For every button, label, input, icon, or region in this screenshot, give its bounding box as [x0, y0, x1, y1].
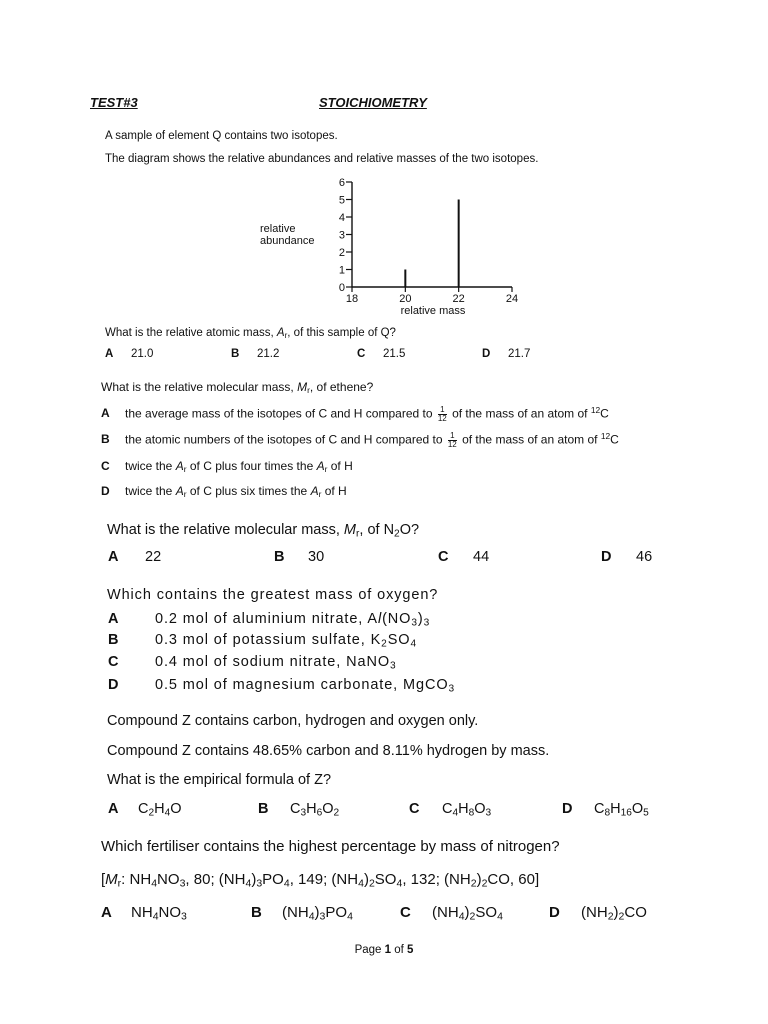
- q3-option-c-text: 44: [473, 549, 490, 565]
- q5-option-a-formula: $C_2H_4O$: [138, 801, 182, 819]
- y-tick-label: 1: [338, 264, 345, 277]
- q6-question: Which fertiliser contains the highest percentage by mass of nitrogen?: [101, 838, 560, 855]
- q1-option-d-text: 21.7: [508, 348, 531, 360]
- x-tick-label: 22: [452, 293, 465, 305]
- q4-option-b-letter: B: [108, 632, 119, 648]
- y-axis-label-line1: relative: [260, 223, 296, 235]
- q3-option-b-letter: B: [274, 549, 285, 565]
- q3-option-d-letter: D: [601, 549, 612, 565]
- q5-line1: Compound Z contains carbon, hydrogen and oxygen only.: [107, 713, 479, 729]
- q1-option-c-letter: C: [357, 348, 366, 360]
- q2-option-a-text: the average mass of the isotopes of C and H compared to $\frac{1}{12}$ of the mass of an atom of $^{12}$C: [125, 405, 609, 423]
- q2-question: What is the relative molecular mass, $M_r$, of ethene?: [101, 380, 374, 396]
- q1-option-b-text: 21.2: [257, 348, 280, 360]
- isotope-abundance-chart: [0, 0, 768, 330]
- q1-intro-line2: The diagram shows the relative abundances and relative masses of the two isotopes.: [105, 153, 539, 165]
- q5-option-d-letter: D: [562, 801, 573, 817]
- y-axis-label-line2: abundance: [260, 235, 315, 247]
- q6-option-c-letter: C: [400, 904, 411, 921]
- y-tick-label: 4: [338, 212, 345, 224]
- one-twelfth-fraction: $\frac{1}{12}$: [437, 405, 447, 423]
- test-number: TEST#3: [90, 95, 138, 110]
- q4-option-c-letter: C: [108, 654, 119, 670]
- q6-option-a-letter: A: [101, 904, 112, 921]
- q5-option-c-letter: C: [409, 801, 420, 817]
- q1-intro-line1: A sample of element Q contains two isotopes.: [105, 130, 338, 142]
- q2-option-a-letter: A: [101, 406, 110, 420]
- q4-option-d-text: 0.5 mol of magnesium carbonate, MgCO$_3$: [155, 677, 456, 695]
- q6-option-d-letter: D: [549, 904, 560, 921]
- y-tick-label: 6: [338, 177, 345, 189]
- q1-option-a-letter: A: [105, 348, 114, 360]
- topic-title: STOICHIOMETRY: [319, 95, 427, 110]
- q2-option-b-text: the atomic numbers of the isotopes of C and H compared to $\frac{1}{12}$ of the mass of an atom of $^{12}$C: [125, 431, 619, 449]
- q6-option-a-formula: $NH_4NO_3$: [131, 904, 187, 923]
- q5-option-a-letter: A: [108, 801, 119, 817]
- q1-option-c-text: 21.5: [383, 348, 406, 360]
- q1-option-b-letter: B: [231, 348, 240, 360]
- q4-option-d-letter: D: [108, 677, 119, 693]
- q5-option-b-letter: B: [258, 801, 269, 817]
- page-footer: Page 1 of 5: [354, 944, 414, 956]
- y-tick-label: 0: [338, 282, 345, 294]
- x-tick-label: 20: [399, 293, 412, 305]
- q3-option-d-text: 46: [636, 549, 653, 565]
- x-tick-label: 24: [505, 293, 519, 305]
- q2-option-c-letter: C: [101, 459, 110, 473]
- q2-option-b-letter: B: [101, 432, 110, 446]
- q6-option-c-formula: $(NH_4)_2SO_4$: [432, 904, 503, 923]
- q5-option-c-formula: $C_4H_8O_3$: [442, 801, 492, 819]
- q4-option-b-text: 0.3 mol of potassium sulfate, $K_2SO_4$: [155, 632, 417, 650]
- y-tick-label: 3: [338, 229, 345, 242]
- q4-option-a-text: 0.2 mol of aluminium nitrate, $Al(NO_3)_3$: [155, 611, 431, 629]
- q3-question: What is the relative molecular mass, $M_r$, of $N_2O$?: [107, 522, 420, 540]
- q5-option-d-formula: $C_8H_{16}O_5$: [594, 801, 649, 819]
- q4-question: Which contains the greatest mass of oxygen?: [107, 587, 439, 603]
- q5-line2: Compound Z contains 48.65% carbon and 8.11% hydrogen by mass.: [107, 743, 550, 759]
- q5-option-b-formula: $C_3H_6O_2$: [290, 801, 340, 819]
- q2-option-d-letter: D: [101, 484, 110, 498]
- q6-option-b-letter: B: [251, 904, 262, 921]
- q2-option-d-text: twice the $A_r$ of C plus six times the $A_r$ of H: [125, 484, 347, 500]
- q5-question: What is the empirical formula of Z?: [107, 772, 332, 788]
- q1-option-a-text: 21.0: [131, 348, 154, 360]
- q6-option-b-formula: $(NH_4)_3PO_4$: [282, 904, 353, 923]
- q3-option-a-letter: A: [108, 549, 119, 565]
- q1-option-d-letter: D: [482, 348, 491, 360]
- one-twelfth-fraction: $\frac{1}{12}$: [447, 431, 457, 449]
- q2-option-c-text: twice the $A_r$ of C plus four times the $A_r$ of H: [125, 459, 353, 475]
- q4-option-c-text: 0.4 mol of sodium nitrate, NaNO$_3$: [155, 654, 397, 672]
- q6-option-d-formula: $(NH_2)_2CO$: [581, 904, 647, 923]
- y-tick-label: 5: [338, 194, 345, 207]
- q3-option-b-text: 30: [308, 549, 325, 565]
- q1-question: What is the relative atomic mass, $A_r$, of this sample of Q?: [105, 327, 396, 340]
- q3-option-c-letter: C: [438, 549, 449, 565]
- q3-option-a-text: 22: [145, 549, 162, 565]
- x-tick-label: 18: [345, 293, 359, 305]
- q4-option-a-letter: A: [108, 611, 119, 627]
- y-tick-label: 2: [338, 247, 345, 259]
- x-axis-label: relative mass: [400, 305, 466, 317]
- q6-mr-values: [$M_r$: $NH_4NO_3$, 80; $(NH_4)_3PO_4$, 149; $(NH_4)_2SO_4$, 132; $(NH_2)_2CO$, 60]: [101, 871, 540, 890]
